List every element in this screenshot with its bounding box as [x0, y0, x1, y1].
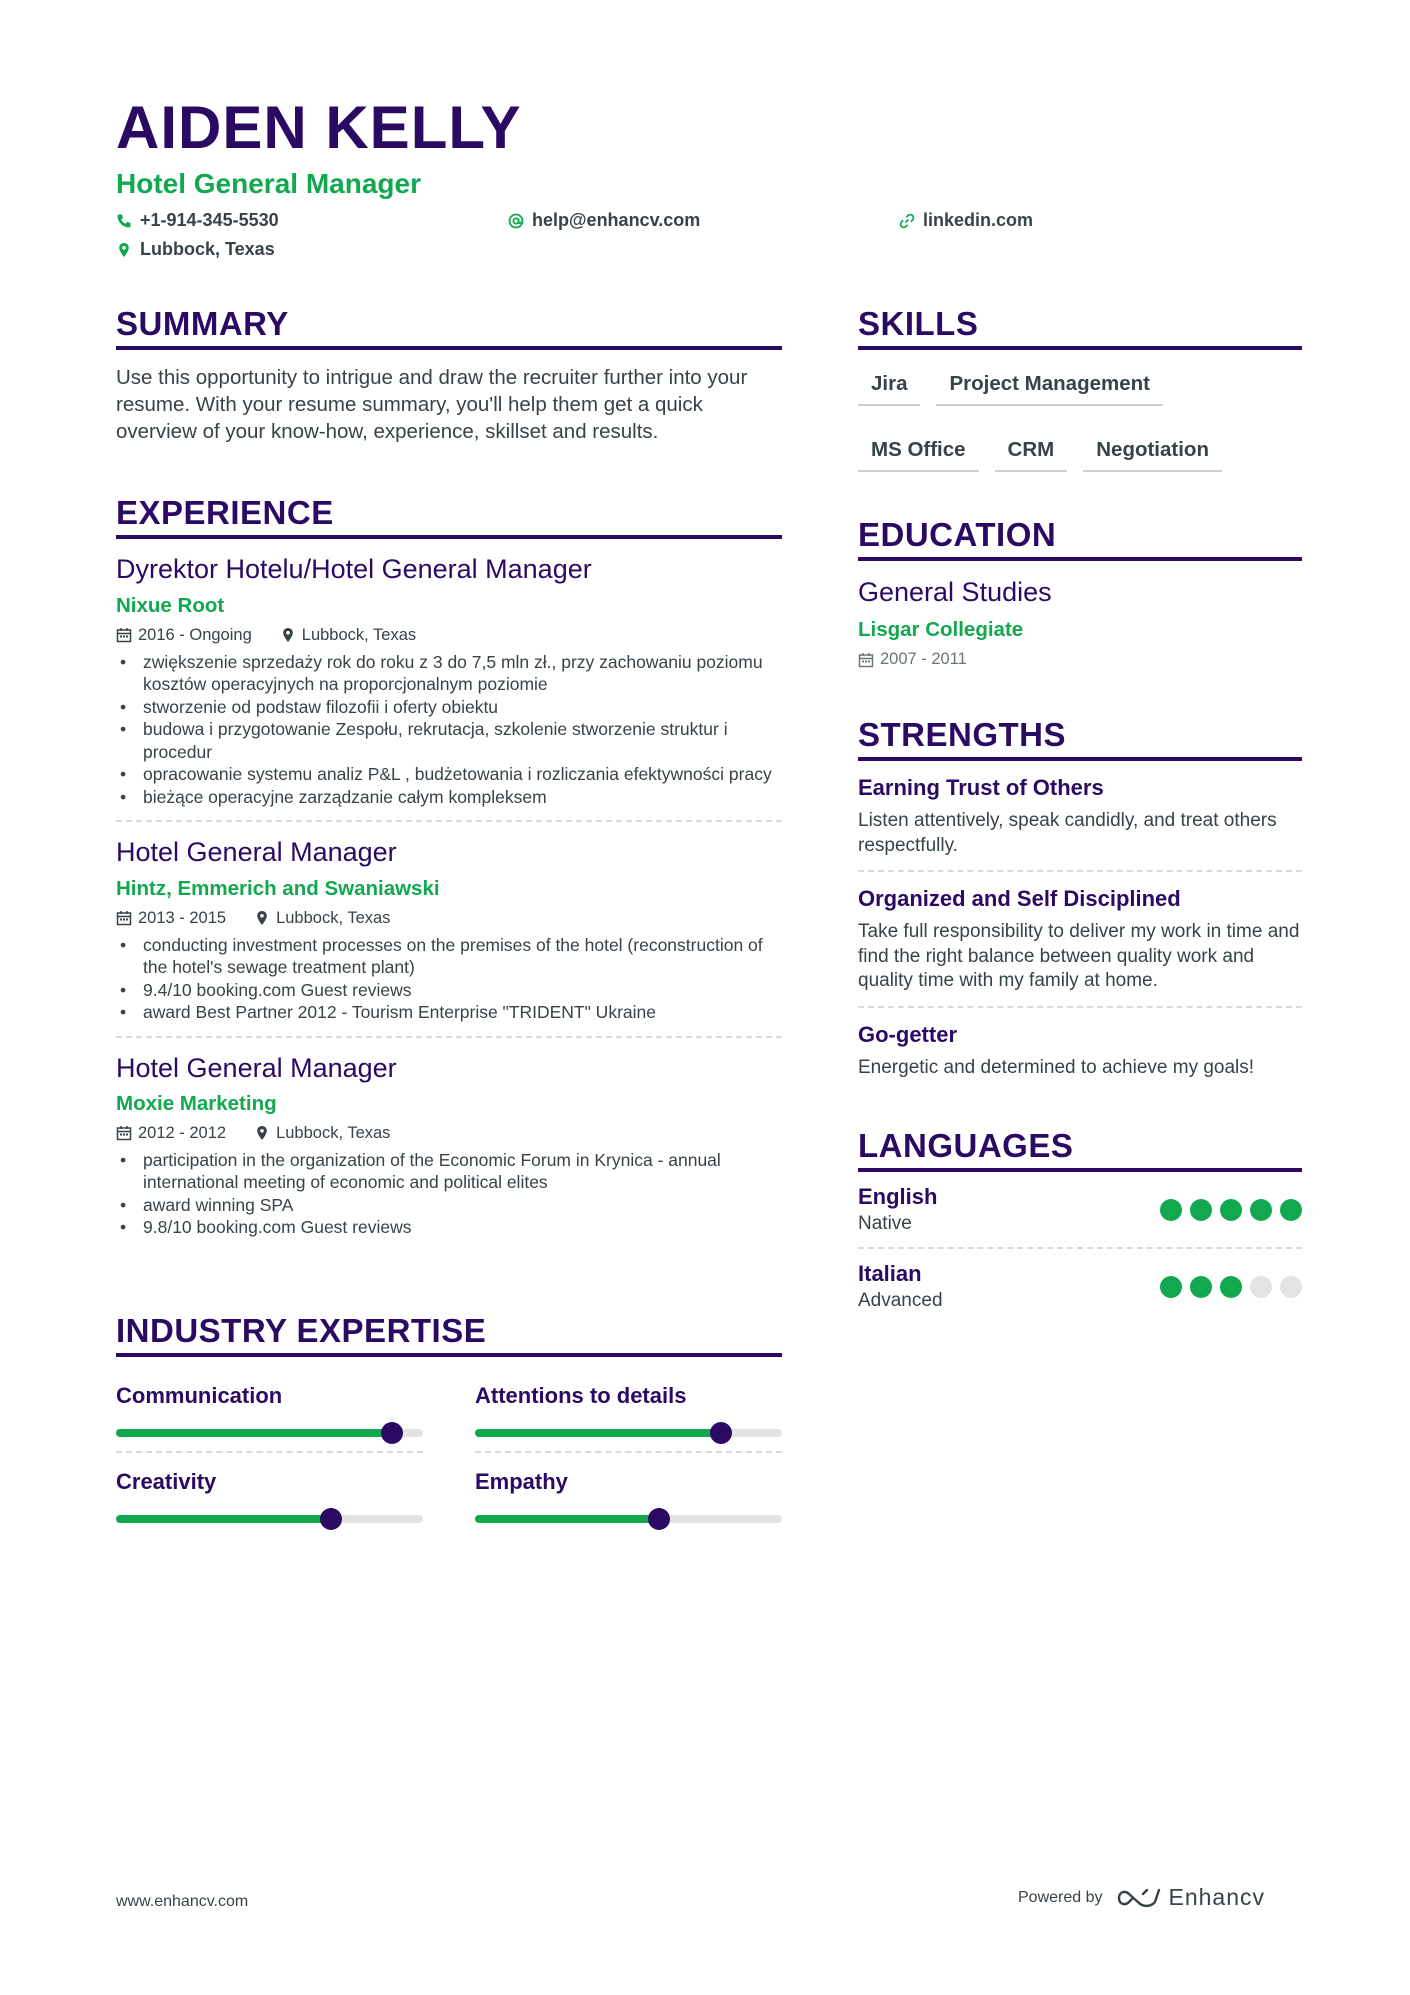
skills-heading: SKILLS	[858, 306, 1302, 350]
strength-title: Earning Trust of Others	[858, 775, 1104, 801]
job-dates	[116, 1124, 226, 1143]
job-meta	[116, 1124, 782, 1143]
location-pin-icon	[280, 627, 296, 643]
job-bullet: • stworzenie od podstaw filozofii i oferty obiektu	[116, 696, 782, 719]
job-dates	[116, 909, 226, 928]
expertise-label: Creativity	[116, 1469, 217, 1495]
job-bullet: • conducting investment processes on the premises of the hotel (reconstruction of the hotel's sewage treatment plant)	[116, 934, 782, 979]
expertise-bar-knob	[320, 1508, 342, 1530]
proficiency-dot	[1190, 1199, 1212, 1221]
location-pin-icon	[254, 1125, 270, 1141]
language-level: Advanced	[858, 1290, 943, 1312]
summary-text: Use this opportunity to intrigue and draw the recruiter further into your resume. With your resume summary, you'll help them get a quick overview of your know-how, experience, skillset and results.	[116, 366, 748, 444]
skill-tag: Negotiation	[1083, 434, 1222, 472]
job-bullet: • opracowanie systemu analiz P&L , budżetowania i rozliczania efektywności pracy	[116, 763, 782, 786]
language-item	[858, 1172, 1302, 1249]
languages-heading: LANGUAGES	[858, 1128, 1302, 1172]
strength-desc: Take full responsibility to deliver my work in time and find the right balance between quality work and quality time with my family at home.	[858, 921, 1300, 992]
languages-section	[858, 1128, 1302, 1324]
education-section	[858, 517, 1302, 669]
language-name: English	[858, 1184, 938, 1210]
strength-title: Go-getter	[858, 1021, 957, 1047]
language-item	[858, 1249, 1302, 1324]
phone-text: +1-914-345-5530	[140, 210, 279, 230]
candidate-title: Hotel General Manager	[116, 168, 421, 199]
job-title: Hotel General Manager	[116, 1052, 397, 1083]
location-pin-icon	[116, 242, 132, 258]
job-entry	[116, 539, 782, 822]
skill-tag: MS Office	[858, 434, 979, 472]
job-company: Hintz, Emmerich and Swaniawski	[116, 876, 440, 900]
job-bullet: • zwiększenie sprzedaży rok do roku z 3 do 7,5 mln zł., przy zachowaniu poziomu kosztów operacyjnych na proporcjonalnym poziomie	[116, 651, 782, 696]
contact-location	[116, 239, 275, 260]
candidate-name: AIDEN KELLY	[116, 94, 522, 161]
footer-site-link[interactable]: www.enhancv.com	[116, 1893, 249, 1910]
job-bullets	[116, 651, 782, 809]
skill-list	[858, 368, 1302, 472]
skill-tag: Project Management	[936, 368, 1163, 406]
strength-desc: Energetic and determined to achieve my goals!	[858, 1056, 1255, 1078]
job-company: Moxie Marketing	[116, 1091, 277, 1115]
skill-tag: Jira	[858, 368, 920, 406]
strengths-section	[858, 717, 1302, 1092]
language-name: Italian	[858, 1261, 922, 1287]
job-dates-text: 2013 - 2015	[138, 908, 227, 927]
footer-branding[interactable]	[1018, 1884, 1265, 1911]
job-location-text: Lubbock, Texas	[301, 625, 417, 644]
language-text	[858, 1261, 943, 1312]
summary-heading: SUMMARY	[116, 306, 782, 350]
experience-section	[116, 495, 782, 1251]
job-company: Nixue Root	[116, 593, 225, 617]
job-bullet: • bieżące operacyjne zarządzanie całym kompleksem	[116, 786, 782, 809]
expertise-label: Communication	[116, 1383, 283, 1409]
location-pin-icon	[254, 910, 270, 926]
website-text: linkedin.com	[923, 210, 1034, 230]
expertise-bar-track	[475, 1429, 782, 1437]
expertise-bar-fill	[475, 1515, 659, 1523]
job-list	[116, 539, 782, 1251]
job-bullet: • participation in the organization of the Economic Forum in Krynica - annual international meeting of economic and political elites	[116, 1149, 782, 1194]
job-entry	[116, 822, 782, 1037]
location-text: Lubbock, Texas	[140, 239, 275, 259]
contact-email[interactable]	[508, 210, 700, 231]
strength-item	[858, 872, 1302, 1008]
expertise-bar-fill	[475, 1429, 721, 1437]
skills-section	[858, 306, 1302, 472]
strengths-heading: STRENGTHS	[858, 717, 1302, 761]
proficiency-dots	[1160, 1276, 1302, 1298]
job-bullet: • 9.4/10 booking.com Guest reviews	[116, 979, 782, 1002]
proficiency-dot	[1220, 1199, 1242, 1221]
at-icon	[508, 213, 524, 229]
job-dates-text: 2016 - Ongoing	[138, 625, 252, 644]
industry-expertise-heading: INDUSTRY EXPERTISE	[116, 1313, 782, 1357]
industry-expertise-section	[116, 1313, 782, 1537]
summary-section	[116, 306, 782, 445]
education-heading: EDUCATION	[858, 517, 1302, 561]
calendar-icon	[858, 652, 874, 668]
proficiency-dot	[1280, 1276, 1302, 1298]
education-dates	[858, 650, 1302, 669]
proficiency-dot	[1220, 1276, 1242, 1298]
job-title: Hotel General Manager	[116, 837, 397, 868]
contact-phone[interactable]	[116, 210, 279, 231]
job-location-text: Lubbock, Texas	[276, 908, 391, 927]
job-location	[254, 909, 390, 928]
experience-heading: EXPERIENCE	[116, 495, 782, 539]
strength-item	[858, 761, 1302, 872]
proficiency-dots	[1160, 1199, 1302, 1221]
job-bullet: • award Best Partner 2012 - Tourism Enterprise "TRIDENT" Ukraine	[116, 1001, 782, 1024]
expertise-bar-fill	[116, 1429, 392, 1437]
proficiency-dot	[1160, 1199, 1182, 1221]
job-bullet: • budowa i przygotowanie Zespołu, rekrutacja, szkolenie stworzenie struktur i procedur	[116, 718, 782, 763]
brand-name: Enhancv	[1168, 1884, 1266, 1910]
strength-list	[858, 761, 1302, 1092]
contact-website[interactable]	[899, 210, 1033, 231]
education-degree: General Studies	[858, 577, 1052, 608]
proficiency-dot	[1250, 1199, 1272, 1221]
expertise-item	[116, 1453, 423, 1537]
expertise-bar-knob	[381, 1422, 403, 1444]
job-location-text: Lubbock, Texas	[276, 1123, 391, 1142]
language-text	[858, 1184, 937, 1235]
education-dates-text: 2007 - 2011	[880, 650, 967, 669]
proficiency-dot	[1280, 1199, 1302, 1221]
expertise-bar-knob	[648, 1508, 670, 1530]
enhancv-logo-icon	[1117, 1886, 1161, 1910]
email-text: help@enhancv.com	[532, 210, 701, 230]
strength-item	[858, 1008, 1302, 1093]
link-icon	[899, 213, 915, 229]
expertise-bar-fill	[116, 1515, 331, 1523]
job-location	[280, 626, 416, 645]
education-school: Lisgar Collegiate	[858, 618, 1024, 642]
phone-icon	[116, 213, 132, 229]
calendar-icon	[116, 910, 132, 926]
job-dates-text: 2012 - 2012	[138, 1123, 227, 1142]
job-bullet: • 9.8/10 booking.com Guest reviews	[116, 1216, 782, 1239]
job-bullet: • award winning SPA	[116, 1194, 782, 1217]
language-level: Native	[858, 1213, 912, 1235]
proficiency-dot	[1250, 1276, 1272, 1298]
expertise-item	[116, 1367, 423, 1453]
job-entry	[116, 1038, 782, 1251]
job-bullets	[116, 1149, 782, 1239]
strength-desc: Listen attentively, speak candidly, and treat others respectfully.	[858, 810, 1277, 856]
job-meta	[116, 909, 782, 928]
proficiency-dot	[1190, 1276, 1212, 1298]
powered-by-text: Powered by	[1018, 1888, 1103, 1906]
language-list	[858, 1172, 1302, 1324]
expertise-bar-knob	[710, 1422, 732, 1444]
job-title: Dyrektor Hotelu/Hotel General Manager	[116, 554, 592, 585]
job-bullets	[116, 934, 782, 1024]
brand-logo	[1117, 1884, 1266, 1911]
expertise-bar-track	[116, 1429, 423, 1437]
expertise-label: Attentions to details	[475, 1383, 687, 1409]
expertise-bar-track	[116, 1515, 423, 1523]
calendar-icon	[116, 627, 132, 643]
job-meta	[116, 626, 782, 645]
expertise-grid	[116, 1367, 782, 1537]
job-location	[254, 1124, 390, 1143]
calendar-icon	[116, 1125, 132, 1141]
expertise-item	[475, 1367, 782, 1453]
expertise-label: Empathy	[475, 1469, 568, 1495]
job-dates	[116, 626, 252, 645]
skill-tag: CRM	[995, 434, 1068, 472]
expertise-bar-track	[475, 1515, 782, 1523]
expertise-item	[475, 1453, 782, 1537]
strength-title: Organized and Self Disciplined	[858, 886, 1181, 912]
proficiency-dot	[1160, 1276, 1182, 1298]
